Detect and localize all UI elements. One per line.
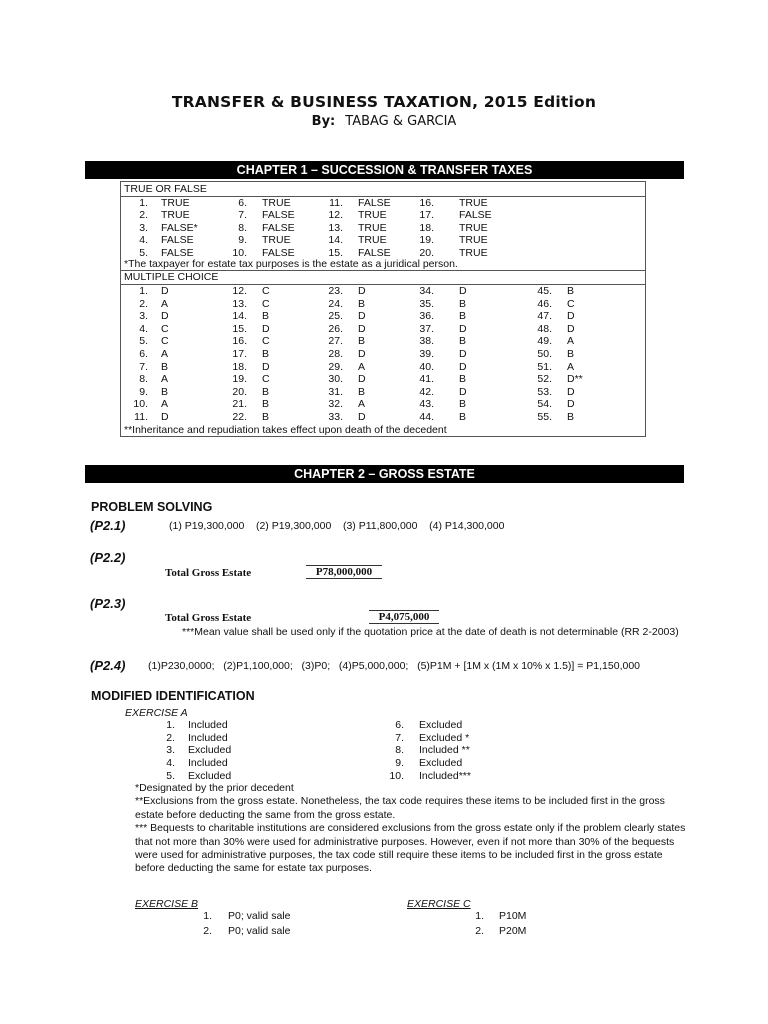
list-item-text: Excluded — [188, 744, 232, 757]
answer-number: 17. — [232, 348, 247, 360]
answer-value: B — [262, 398, 270, 411]
list-item-number: 7. — [395, 731, 404, 744]
answer-number: 14. — [328, 234, 343, 247]
answer-value: FALSE — [459, 209, 492, 222]
answer-value: D — [459, 385, 467, 398]
answer-number: 24. — [328, 297, 343, 310]
list-item-text: Excluded * — [419, 731, 470, 744]
answer-value: A — [567, 360, 575, 373]
p22-caption: Total Gross Estate — [165, 567, 252, 579]
answer-value: B — [459, 411, 467, 423]
note-line: estate before deducting the same from the gross estate. — [135, 808, 396, 821]
answer-value: FALSE — [262, 209, 295, 222]
answer-value: D — [459, 322, 467, 335]
list-item-text: P0; valid sale — [228, 924, 291, 937]
p23-label: (P2.3) — [90, 596, 126, 611]
answer-value: D — [358, 411, 366, 423]
answer-number: 37. — [419, 322, 434, 335]
list-item-text: Excluded — [419, 757, 463, 770]
p22-total-value: P78,000,000 — [306, 565, 382, 579]
list-item-number: 2. — [203, 924, 212, 937]
answer-number: 3. — [139, 310, 148, 323]
answer-value: TRUE — [459, 234, 488, 247]
list-item-text: P20M — [499, 924, 527, 937]
answer-number: 38. — [419, 335, 434, 348]
document-authors — [0, 114, 768, 129]
note-line: **Exclusions from the gross estate. Nonetheless, the tax code requires these items to be included first in the gross — [135, 795, 665, 808]
authors-text: TABAG & GARCIA — [345, 114, 457, 129]
list-item-text: Included ** — [419, 744, 470, 757]
list-item-number: 2. — [166, 731, 175, 744]
answer-number: 17. — [419, 209, 434, 222]
answer-number: 20. — [232, 385, 247, 398]
answer-number: 12. — [232, 285, 247, 297]
p22-label: (P2.2) — [90, 550, 126, 565]
chapter2-header-bar: CHAPTER 2 – GROSS ESTATE — [85, 465, 684, 483]
answer-number: 43. — [419, 398, 434, 411]
true-false-grid — [121, 197, 645, 258]
answer-value: FALSE — [262, 246, 295, 259]
answer-number: 1. — [139, 285, 148, 297]
answer-value: B — [358, 385, 366, 398]
answer-number: 11. — [329, 197, 343, 209]
answer-number: 25. — [328, 310, 343, 323]
answer-number: 2. — [139, 209, 148, 222]
answer-number: 27. — [328, 335, 343, 348]
note-line: *** Bequests to charitable institutions are considered exclusions from the gross estate only if the problem clearly states — [135, 822, 686, 835]
answer-number: 18. — [232, 360, 247, 373]
answer-number: 44. — [419, 411, 434, 423]
list-item-number: 1. — [203, 910, 212, 922]
answer-number: 50. — [537, 348, 552, 360]
answer-value: D** — [567, 373, 583, 386]
answer-number: 19. — [232, 373, 247, 386]
answer-number: 39. — [419, 348, 434, 360]
answer-value: D — [567, 385, 575, 398]
answer-value: D — [358, 322, 366, 335]
answer-number: 5. — [139, 335, 148, 348]
answer-number: 46. — [537, 297, 552, 310]
answer-number: 29. — [328, 360, 343, 373]
answer-number: 36. — [419, 310, 434, 323]
answer-value: C — [262, 335, 270, 348]
answer-number: 47. — [537, 310, 552, 323]
answer-value: TRUE — [459, 221, 488, 234]
answer-value: B — [459, 297, 467, 310]
note-line: *Designated by the prior decedent — [135, 782, 294, 794]
answer-number: 22. — [232, 411, 247, 423]
answer-number: 32. — [328, 398, 343, 411]
list-item-text: P0; valid sale — [228, 910, 291, 922]
answer-value: B — [262, 385, 270, 398]
answer-value: FALSE — [262, 221, 295, 234]
answer-value: TRUE — [358, 221, 387, 234]
answer-number: 34. — [419, 285, 434, 297]
answer-number: 2. — [139, 297, 148, 310]
list-item-text: Included*** — [419, 769, 471, 782]
answer-number: 16. — [419, 197, 434, 209]
answer-number: 13. — [328, 221, 343, 234]
note-line: that not more than 30% were used for administrative purposes. However, even if not more than 30% of the bequests — [135, 835, 675, 848]
answer-number: 20. — [419, 246, 434, 259]
answer-value: D — [262, 322, 270, 335]
answer-value: D — [459, 348, 467, 360]
answer-value: D — [358, 310, 366, 323]
answer-number: 7. — [139, 360, 148, 373]
answer-value: A — [161, 297, 169, 310]
multiple-choice-grid — [121, 285, 645, 424]
answer-value: A — [161, 373, 169, 386]
answer-number: 18. — [419, 221, 434, 234]
answer-number: 11. — [134, 411, 148, 423]
list-item-text: Included — [188, 719, 228, 731]
answer-value: TRUE — [459, 197, 488, 209]
note-line: before deducting the same for estate tax purposes. — [135, 862, 372, 875]
answer-value: B — [459, 335, 467, 348]
answer-number: 10. — [232, 246, 247, 259]
answer-number: 9. — [238, 234, 247, 247]
note-line: were used for administrative purposes, the tax code still require these items to be included first in the gross estate — [135, 849, 663, 861]
answer-value: B — [567, 348, 575, 360]
answer-value: D — [358, 285, 366, 297]
document-title: TRANSFER & BUSINESS TAXATION, 2015 Edition — [171, 93, 597, 111]
p24-label: (P2.4) — [90, 658, 126, 673]
answer-number: 33. — [328, 411, 343, 423]
exercise-a-label: EXERCISE A — [125, 707, 188, 719]
answer-value: C — [161, 335, 169, 348]
answer-value: D — [262, 360, 270, 373]
answer-value: B — [459, 373, 467, 386]
answer-number: 26. — [328, 322, 343, 335]
answer-value: D — [161, 411, 169, 423]
answer-value: A — [358, 360, 366, 373]
answer-number: 54. — [537, 398, 552, 411]
exercise-b-label: EXERCISE B — [135, 898, 199, 910]
answer-value: D — [459, 285, 467, 297]
answer-number: 42. — [419, 385, 434, 398]
answer-number: 30. — [328, 373, 343, 386]
answer-number: 52. — [537, 373, 552, 386]
answer-number: 7. — [238, 209, 247, 222]
answer-value: C — [262, 285, 270, 297]
multiple-choice-label: MULTIPLE CHOICE — [124, 271, 219, 283]
answer-number: 19. — [419, 234, 434, 247]
answer-number: 12. — [328, 209, 343, 222]
p21-label: (P2.1) — [90, 518, 126, 533]
answer-value: B — [459, 398, 467, 411]
answer-value: B — [262, 411, 270, 423]
answer-value: TRUE — [459, 246, 488, 259]
answer-value: D — [567, 310, 575, 323]
answer-number: 10. — [133, 398, 148, 411]
answer-value: FALSE — [161, 234, 194, 247]
answer-value: B — [358, 335, 366, 348]
answer-value: TRUE — [358, 209, 387, 222]
answer-value: B — [262, 310, 270, 323]
p23-note: ***Mean value shall be used only if the quotation price at the date of death is not determinable (RR 2-2003) — [182, 626, 679, 638]
answer-number: 4. — [139, 234, 148, 247]
answer-number: 23. — [328, 285, 343, 297]
list-item-text: Included — [188, 731, 228, 744]
answer-value: FALSE* — [161, 221, 198, 234]
list-item-number: 1. — [475, 910, 484, 922]
answer-value: D — [567, 398, 575, 411]
answer-number: 40. — [419, 360, 434, 373]
answer-number: 48. — [537, 322, 552, 335]
multiple-choice-note: **Inheritance and repudiation takes effect upon death of the decedent — [124, 424, 447, 436]
list-item-number: 9. — [395, 757, 404, 770]
answer-number: 21. — [232, 398, 247, 411]
answer-value: B — [567, 285, 575, 297]
list-item-number: 2. — [475, 924, 484, 937]
answer-number: 1. — [139, 197, 148, 209]
answer-value: D — [161, 285, 169, 297]
answer-value: B — [161, 385, 169, 398]
answer-number: 5. — [139, 246, 148, 259]
answer-value: B — [262, 348, 270, 360]
answer-value: B — [567, 411, 575, 423]
answer-value: C — [567, 297, 575, 310]
answer-number: 4. — [139, 322, 148, 335]
p21-answers: (1) P19,300,000 (2) P19,300,000 (3) P11,800,000 (4) P14,300,000 — [169, 520, 505, 532]
answer-number: 55. — [537, 411, 552, 423]
answer-number: 6. — [238, 197, 247, 209]
answer-value: FALSE — [358, 246, 391, 259]
answer-number: 53. — [537, 385, 552, 398]
list-item-number: 5. — [166, 769, 175, 782]
answer-value: D — [567, 322, 575, 335]
answer-number: 35. — [419, 297, 434, 310]
answer-value: A — [567, 335, 575, 348]
list-item-text: Excluded — [419, 719, 463, 731]
list-item-number: 6. — [395, 719, 404, 731]
answer-value: TRUE — [358, 234, 387, 247]
answer-number: 28. — [328, 348, 343, 360]
list-item-number: 4. — [166, 757, 175, 770]
chapter1-answer-table — [120, 181, 646, 437]
answer-value: C — [262, 373, 270, 386]
exercise-c-label: EXERCISE C — [407, 898, 471, 910]
answer-value: TRUE — [262, 197, 291, 209]
list-item-number: 1. — [166, 719, 175, 731]
list-item-text: Excluded — [188, 769, 232, 782]
answer-value: TRUE — [161, 197, 190, 209]
answer-number: 13. — [232, 297, 247, 310]
answer-number: 15. — [232, 322, 247, 335]
problem-solving-heading: PROBLEM SOLVING — [91, 500, 213, 514]
true-false-note: *The taxpayer for estate tax purposes is the estate as a juridical person. — [124, 258, 458, 270]
answer-number: 41. — [419, 373, 434, 386]
answer-value: TRUE — [262, 234, 291, 247]
answer-number: 45. — [537, 285, 552, 297]
p23-total-value: P4,075,000 — [369, 610, 439, 624]
answer-value: B — [161, 360, 169, 373]
by-label: By: — [311, 114, 336, 129]
answer-number: 6. — [139, 348, 148, 360]
answer-value: TRUE — [161, 209, 190, 222]
list-item-number: 8. — [395, 744, 404, 757]
answer-number: 9. — [139, 385, 148, 398]
answer-number: 16. — [232, 335, 247, 348]
answer-value: B — [459, 310, 467, 323]
answer-number: 3. — [139, 221, 148, 234]
answer-number: 8. — [238, 221, 247, 234]
answer-number: 14. — [232, 310, 247, 323]
answer-value: A — [358, 398, 366, 411]
list-item-text: Included — [188, 757, 228, 770]
answer-number: 51. — [537, 360, 552, 373]
answer-value: FALSE — [161, 246, 194, 259]
modified-identification-heading: MODIFIED IDENTIFICATION — [91, 689, 255, 703]
answer-value: A — [161, 398, 169, 411]
p24-answers: (1)P230,0000; (2)P1,100,000; (3)P0; (4)P5,000,000; (5)P1M + [1M x (1M x 10% x 1.5)] = P1,150,000 — [148, 660, 641, 672]
answer-number: 8. — [139, 373, 148, 386]
list-item-number: 3. — [166, 744, 175, 757]
chapter1-header-bar: CHAPTER 1 – SUCCESSION & TRANSFER TAXES — [85, 161, 684, 179]
answer-value: B — [358, 297, 366, 310]
answer-number: 15. — [328, 246, 343, 259]
p23-caption: Total Gross Estate — [165, 612, 252, 624]
answer-number: 49. — [537, 335, 552, 348]
answer-value: C — [262, 297, 270, 310]
answer-value: FALSE — [358, 197, 391, 209]
answer-value: D — [161, 310, 169, 323]
true-false-label: TRUE OR FALSE — [124, 183, 207, 195]
answer-value: D — [459, 360, 467, 373]
answer-value: D — [358, 373, 366, 386]
list-item-number: 10. — [389, 769, 404, 782]
answer-value: D — [358, 348, 366, 360]
list-item-text: P10M — [499, 910, 527, 922]
answer-value: A — [161, 348, 169, 360]
answer-number: 31. — [328, 385, 343, 398]
answer-value: C — [161, 322, 169, 335]
